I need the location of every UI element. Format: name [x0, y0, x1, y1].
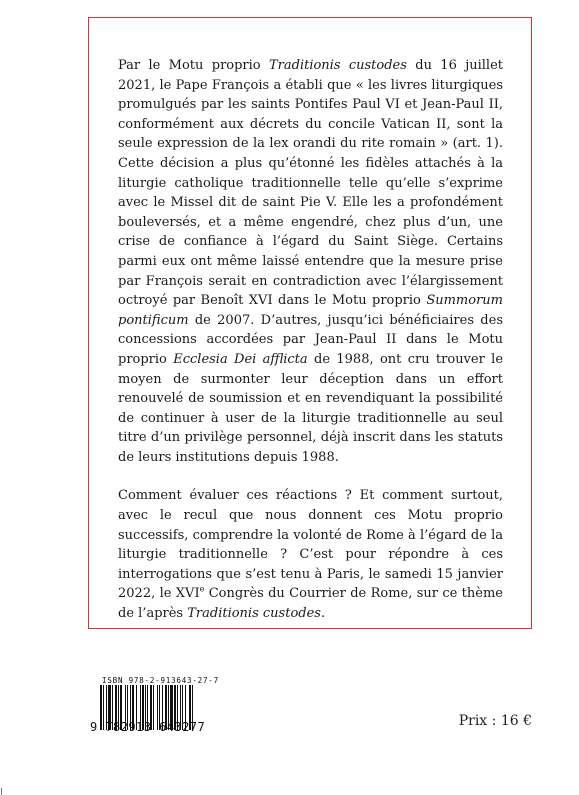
paragraph-1: [118, 56, 503, 467]
title-ecclesia-dei-afflicta: Ecclesia Dei afflicta: [173, 351, 308, 367]
text-run: de 2007. D’autres, jusqu’ici bénéficiaires des concessions accordées par Jean-Paul II dans le Motu proprio: [118, 312, 503, 367]
paragraph-2: [118, 486, 503, 623]
crop-mark: [1, 788, 2, 795]
barcode: [90, 677, 230, 737]
text-run: Congrès du Courrier de Rome, sur ce thème de l’après: [118, 586, 503, 622]
barcode-digits: 9 782913 643277: [90, 720, 206, 734]
superscript: e: [199, 585, 205, 595]
title-traditionis-custodes: Traditionis custodes: [268, 58, 407, 73]
text-run: de 1988, ont cru trouver le moyen de surmonter leur déception dans un effort renouvelé de soumission et en revendiquant la possibilité de continuer à user de la liturgie traditionnelle au seul titre d’un privilège personnel, déjà inscrit dans les statuts de leurs institutions depuis 1988.: [118, 351, 504, 465]
isbn-label: ISBN 978-2-913643-27-7: [102, 676, 219, 685]
title-traditionis-custodes: Traditionis custodes: [187, 606, 321, 622]
text-run: Comment évaluer ces réactions ? Et comment surtout, avec le recul que nous donnent ces Motu proprio successifs, comprendre la volonté de Rome à l’égard de la liturgie traditionnelle ? C’est pour répondre à ces interrogations que s’est tenu à Paris, le samedi 15 janvier 2022, le XVI: [118, 488, 503, 602]
text-run: .: [320, 606, 326, 622]
price: Prix : 16 €: [458, 713, 532, 729]
title-summorum-pontificum: Summorum pontificum: [118, 293, 503, 328]
text-run: du 16 juillet 2021, le Pape François a établi que « les livres liturgiques promulgués par les saints Pontifes Paul VI et Jean-Paul II, conformément aux décrets du concile Vatican II, sont la seule expression de la lex orandi du rite romain » (art. 1). Cette décision a plus qu’étonné les fidèles attachés à la liturgie catholique traditionnelle telle qu’elle s’exprime avec le Missel dit de saint Pie V. Elle les a profondément bouleversés, et a même engendré, chez plus d’un, une crise de confiance à l’égard du Saint Siège. Certains parmi eux ont même laissé entendre que la mesure prise par François serait en contradiction avec l’élargissement octroyé par Benoît XVI dans le Motu proprio: [118, 58, 503, 309]
back-cover-text: [118, 56, 503, 624]
text-run: Par le Motu proprio: [118, 58, 269, 73]
